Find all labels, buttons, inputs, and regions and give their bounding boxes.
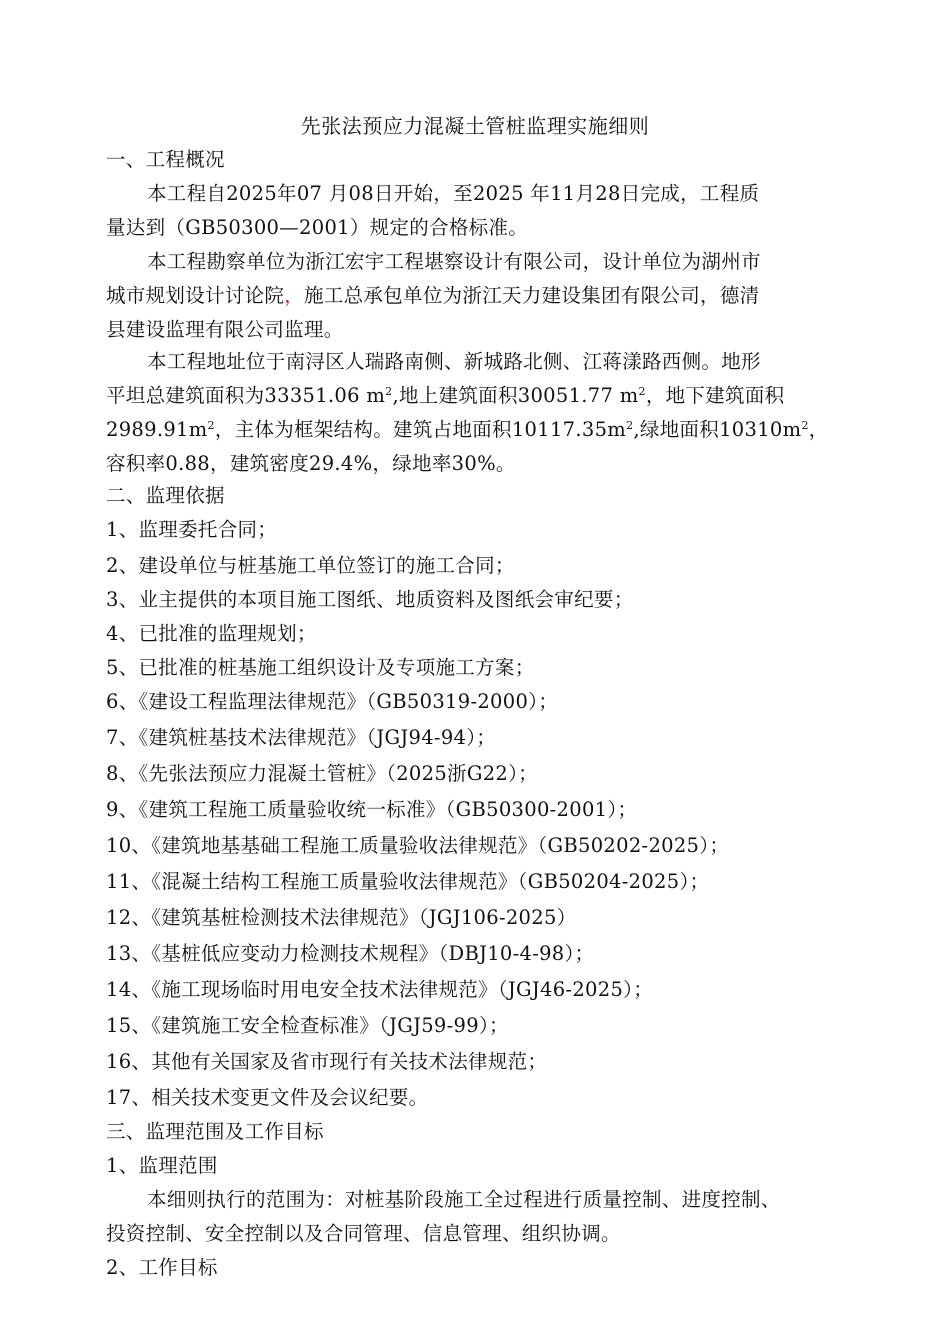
list-item: 1、监理委托合同； [106,518,278,541]
subheading-goals: 2、工作目标 [106,1256,218,1279]
list-item: 2、建设单位与桩基施工单位签订的施工合同； [106,554,515,577]
paragraph-line: 本工程勘察单位为浙江宏宇工程堪察设计有限公司，设计单位为湖州市 [147,250,761,273]
paragraph-line: 量达到（GB50300—2001）规定的合格标准。 [106,216,529,239]
paragraph-line: 投资控制、安全控制以及合同管理、信息管理、组织协调。 [106,1222,621,1245]
paragraph-line [106,284,866,308]
text-run: ，主体为框架结构。建筑占地面积10117.35m [214,418,627,441]
list-item: 16、其他有关国家及省市现行有关技术法律规范； [106,1050,548,1073]
list-item: 5、已批准的桩基施工组织设计及专项施工方案； [106,656,535,679]
list-item: 7、《建筑桩基技术法律规范》（JGJ94-94）； [106,726,497,749]
list-item: 8、《先张法预应力混凝土管桩》（2025浙G22）； [106,762,538,785]
list-item: 9、《建筑工程施工质量验收统一标准》（GB50300-2001）； [106,798,638,821]
paragraph-line [106,384,866,408]
text-run: ,地上建筑面积30051.77 m [392,384,639,407]
list-item: 13、《基桩低应变动力检测技术规程》（DBJ10-4-98）； [106,942,595,965]
list-item: 14、《施工现场临时用电安全技术法律规范》（JGJ46-2025）； [106,978,654,1001]
superscript: 2 [801,419,809,432]
text-run: 2989.91m [106,418,208,441]
section-heading-scope: 三、监理范围及工作目标 [106,1120,324,1143]
paragraph-line: 本工程地址位于南浔区人瑞路南侧、新城路北侧、江蒋漾路西侧。地形 [147,350,761,373]
list-item: 15、《建筑施工安全检查标准》（JGJ59-99）； [106,1014,509,1037]
text-run: 城市规划设计讨论院 [106,284,285,307]
list-item: 10、《建筑地基基础工程施工质量验收法律规范》（GB50202-2025）； [106,834,730,857]
paragraph-line: 本细则执行的范围为：对桩基阶段施工全过程进行质量控制、进度控制、 [147,1188,781,1211]
paragraph-line: 容积率0.88，建筑密度29.4%，绿地率30%。 [106,452,516,475]
paragraph-line: 县建设监理有限公司监理。 [106,318,344,341]
list-item: 11、《混凝土结构工程施工质量验收法律规范》（GB50204-2025）； [106,870,710,893]
text-run: 平坦总建筑面积为33351.06 m [106,384,386,407]
list-item: 4、已批准的监理规划； [106,622,317,645]
superscript: 2 [626,419,634,432]
superscript: 2 [207,419,215,432]
section-heading-overview: 一、工程概况 [106,148,225,171]
superscript: 2 [638,385,646,398]
document-title: 先张法预应力混凝土管桩监理实施细则 [300,114,650,138]
section-heading-basis: 二、监理依据 [106,484,225,507]
list-item: 12、《建筑基桩检测技术法律规范》（JGJ106-2025） [106,906,577,929]
paragraph-line [106,418,866,442]
list-item: 6、《建设工程监理法律规范》（GB50319-2000）； [106,690,559,713]
list-item: 17、相关技术变更文件及会议纪要。 [106,1086,429,1109]
red-comma: ， [284,284,305,307]
superscript: 2 [385,385,393,398]
text-run: ，地下建筑面积 [645,384,785,407]
subheading-scope: 1、监理范围 [106,1154,218,1177]
text-run: ,绿地面积10310m [633,418,802,441]
paragraph-line: 本工程自2025年07 月08日开始，至2025 年11月28日完成，工程质 [147,182,760,205]
text-run: ， [808,418,829,441]
text-run: 施工总承包单位为浙江天力建设集团有限公司，德清 [304,284,760,307]
list-item: 3、业主提供的本项目施工图纸、地质资料及图纸会审纪要； [106,588,634,611]
